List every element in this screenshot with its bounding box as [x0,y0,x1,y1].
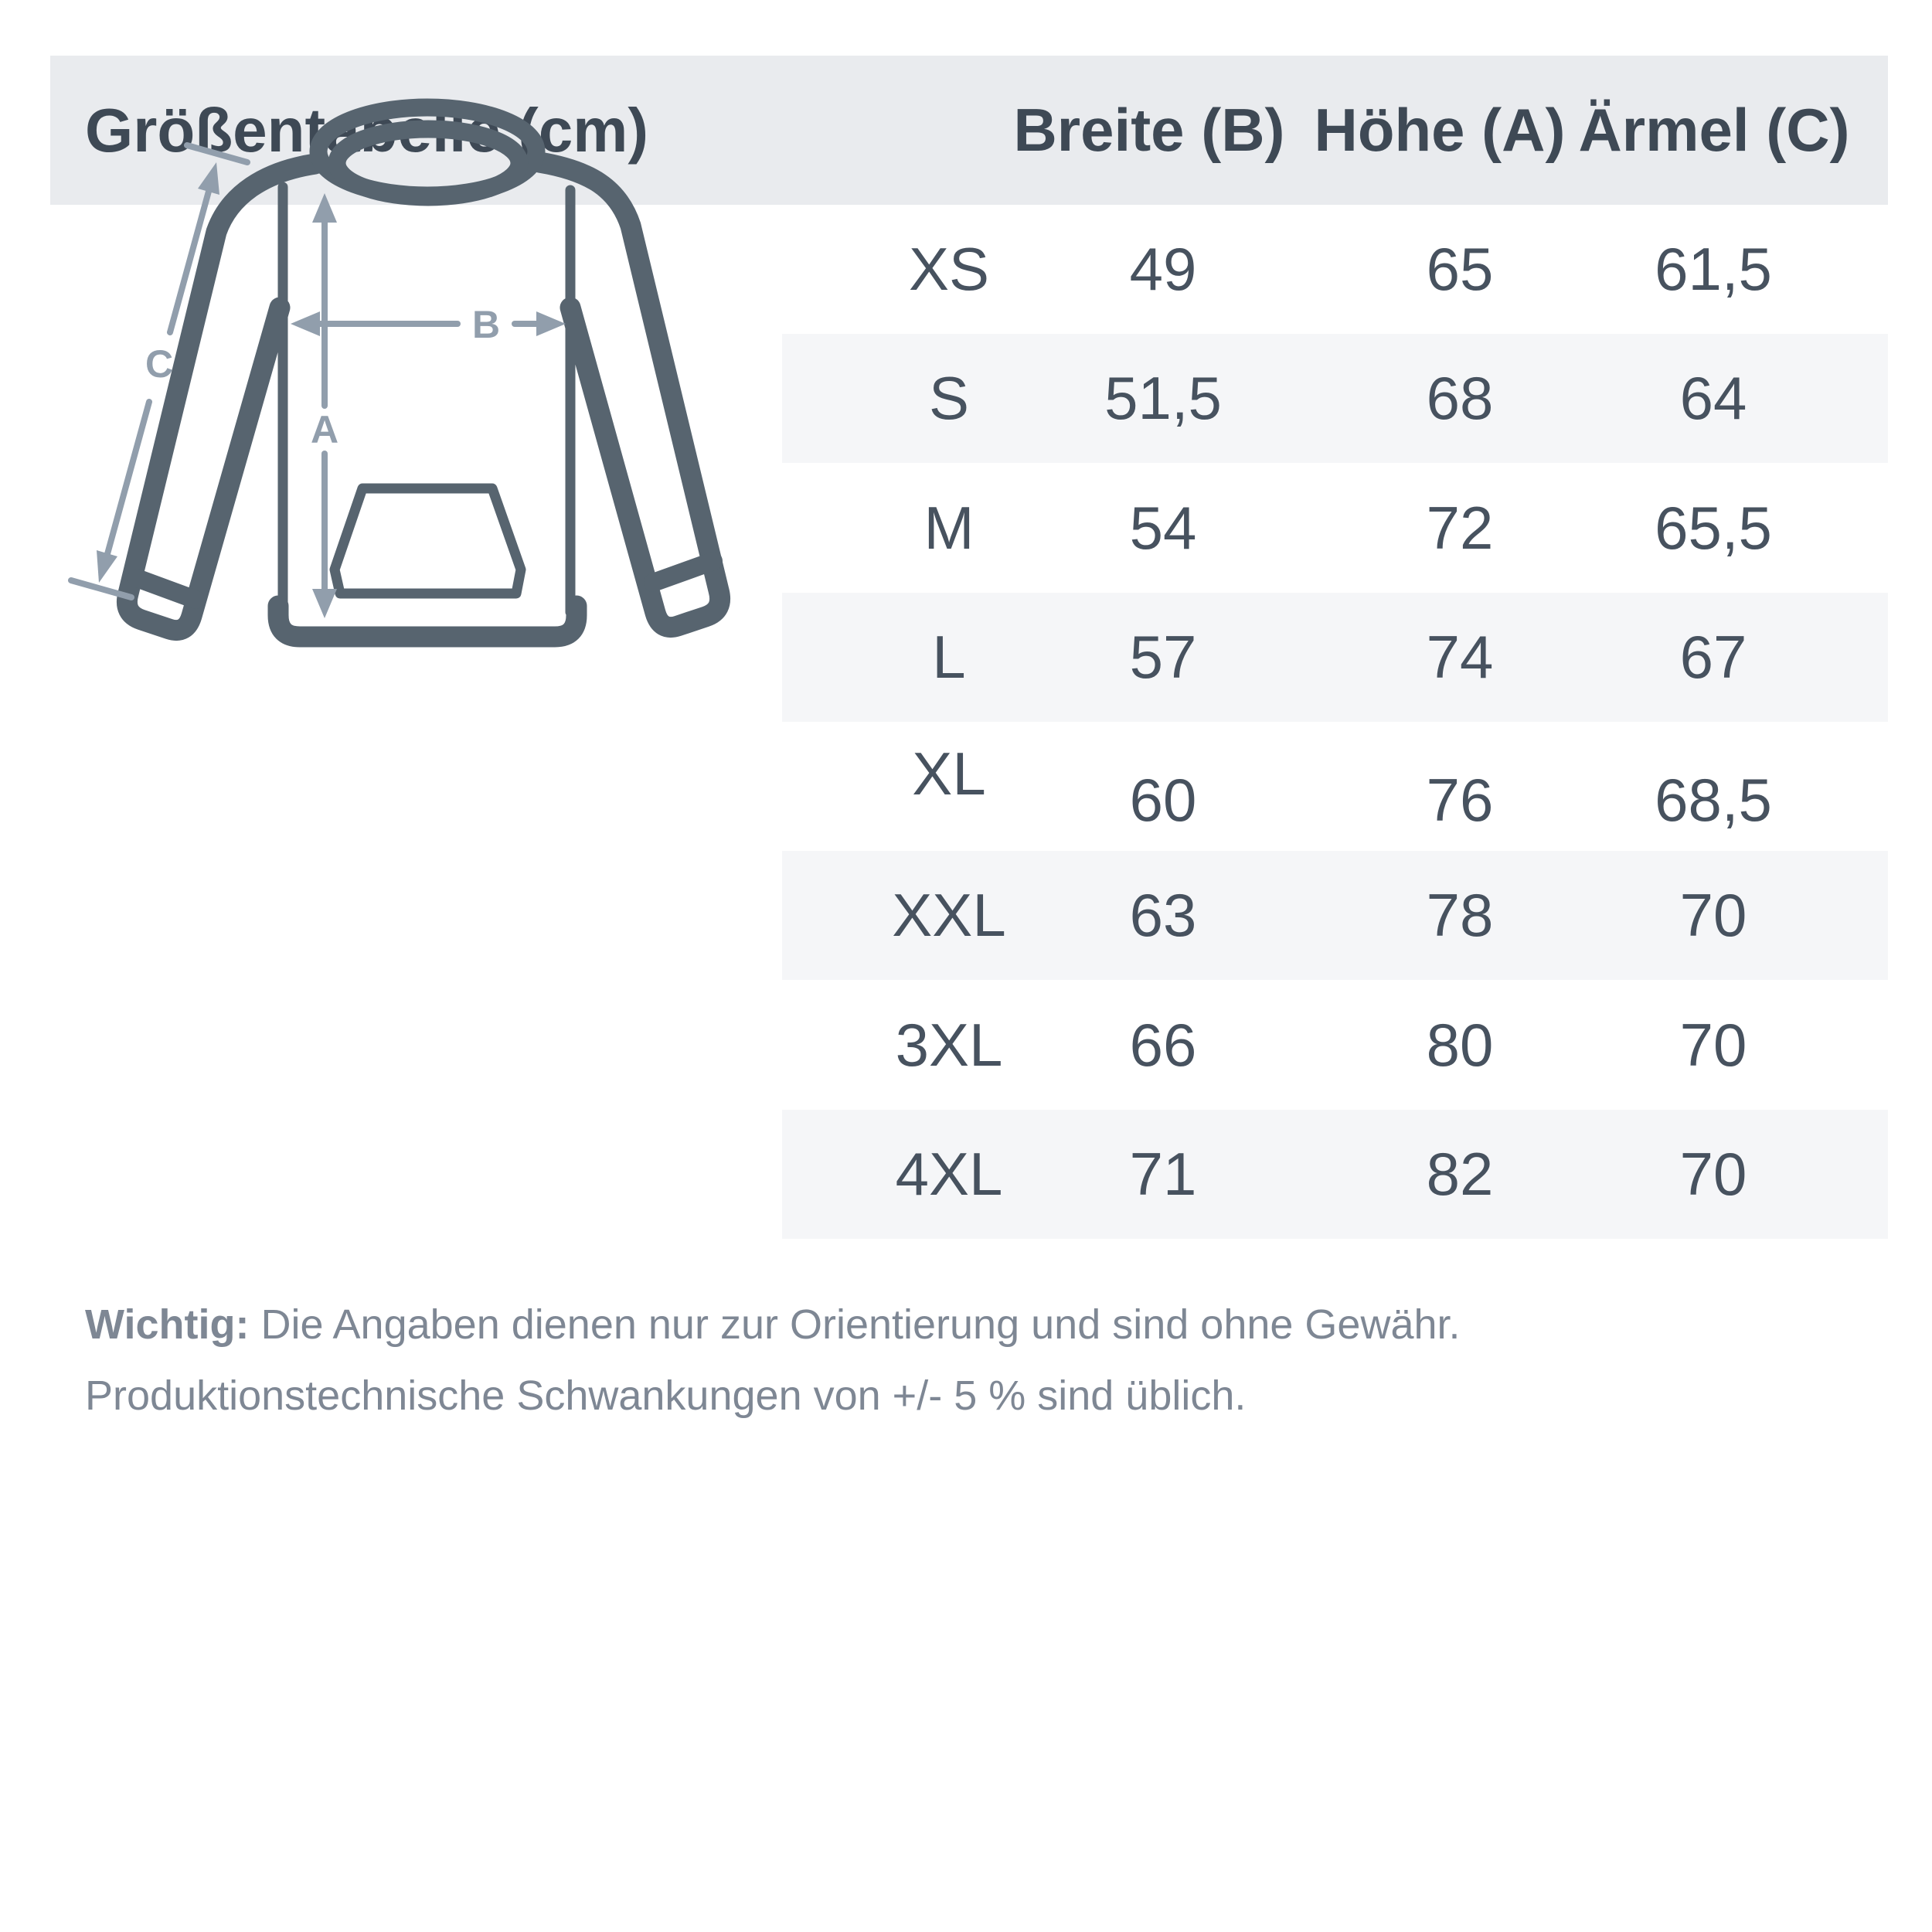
table-row [782,722,1888,851]
aermel-cell: 68,5 [1655,766,1772,834]
breite-cell: 49 [1129,235,1197,303]
label-a: A [310,408,339,451]
table-row [782,1110,1888,1239]
column-header-aermel: Ärmel (C) [1578,96,1850,164]
hoehe-cell: 78 [1426,881,1494,950]
aermel-cell: 64 [1679,364,1747,433]
left-cuff-seam [137,578,196,600]
hoehe-cell: 72 [1426,493,1494,562]
breite-cell: 63 [1129,881,1197,950]
label-c: C [145,342,174,386]
aermel-cell: 70 [1679,881,1747,950]
table-row [782,593,1888,722]
hoodie-diagram [0,0,819,742]
size-cell: S [928,364,970,433]
footer-prefix: Wichtig: [85,1301,250,1348]
column-header-breite: Breite (B) [1013,96,1285,164]
table-row [782,851,1888,980]
footer-text-1: Die Angaben dienen nur zur Orientierung und sind ohne Gewähr. [249,1301,1461,1348]
column-header-hoehe: Höhe (A) [1314,96,1566,164]
label-b: B [471,303,501,346]
size-cell: 3XL [895,1010,1003,1079]
breite-cell: 66 [1129,1010,1197,1079]
footer-line-2: Produktionstechnische Schwankungen von +/- 5 % sind üblich. [85,1372,1247,1419]
breite-cell: 57 [1129,622,1197,691]
aermel-cell: 70 [1679,1139,1747,1208]
hoehe-cell: 65 [1426,235,1494,303]
breite-cell: 71 [1129,1139,1197,1208]
breite-cell: 54 [1129,493,1197,562]
c-tick-top [187,145,247,162]
aermel-cell: 61,5 [1655,235,1772,303]
table-row [782,464,1888,593]
aermel-cell: 67 [1679,622,1747,691]
hoehe-cell: 82 [1426,1139,1494,1208]
size-cell: L [932,622,966,691]
hoehe-cell: 68 [1426,364,1494,433]
breite-cell: 60 [1129,766,1197,834]
size-cell: 4XL [895,1139,1003,1208]
measure-arrow-b [291,303,566,346]
aermel-cell: 65,5 [1655,493,1772,562]
table-row [782,205,1888,334]
page-title: Größentabelle (cm) [85,95,649,165]
table-row [782,981,1888,1110]
footer-line-1 [85,1289,1476,1360]
hoehe-cell: 74 [1426,622,1494,691]
footer-note [85,1289,1476,1431]
breite-cell: 51,5 [1104,364,1222,433]
pocket [335,488,521,594]
size-cell: XS [908,235,990,303]
size-cell: XL [912,740,986,808]
hoehe-cell: 80 [1426,1010,1494,1079]
size-cell: M [923,493,975,562]
hoehe-cell: 76 [1426,766,1494,834]
measure-arrow-a [311,193,338,618]
right-cuff-seam [653,561,713,583]
aermel-cell: 70 [1679,1010,1747,1079]
size-cell: XXL [892,881,1006,950]
table-row [782,334,1888,463]
